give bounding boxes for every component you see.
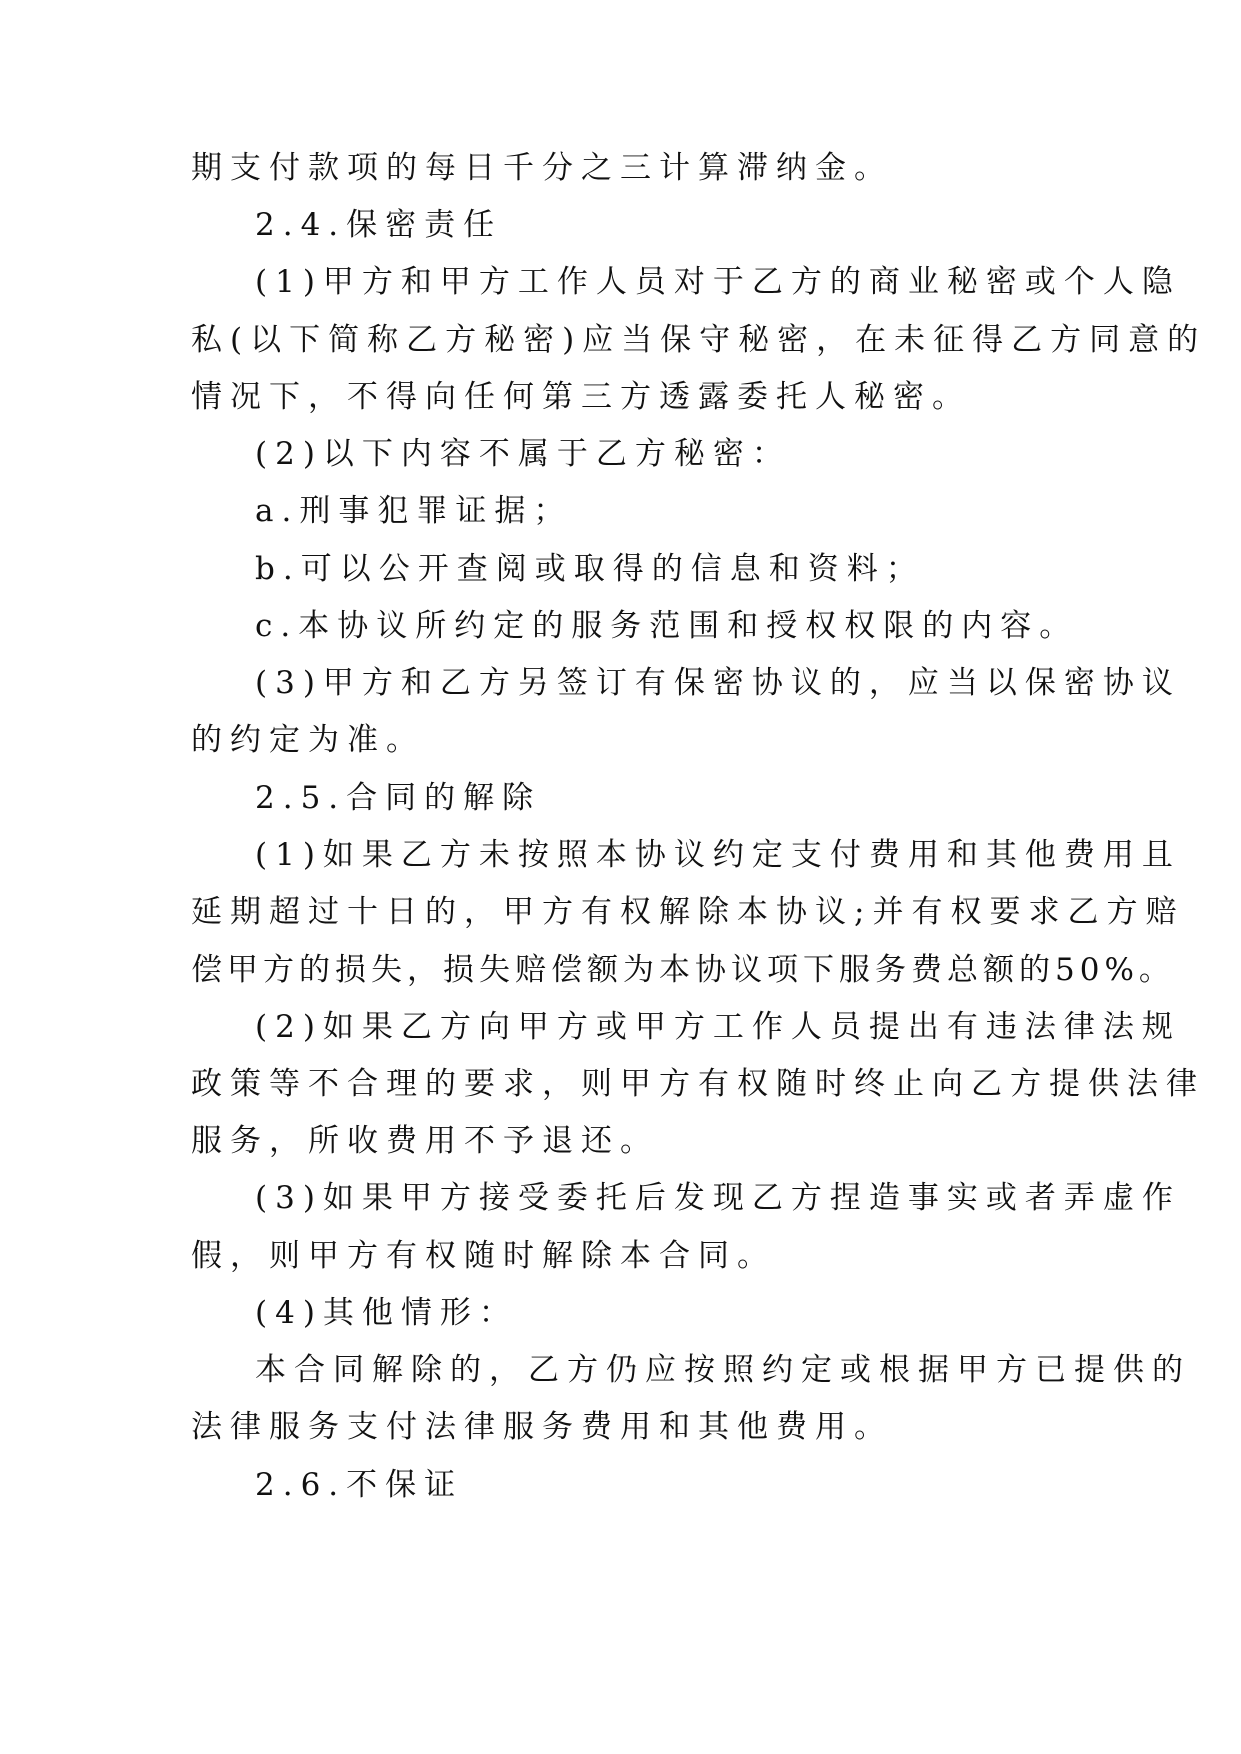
paragraph-line: 私(以下简称乙方秘密)应当保守秘密，在未征得乙方同意的 xyxy=(191,322,1207,358)
paragraph-line: 服务，所收费用不予退还。 xyxy=(191,1123,659,1159)
paragraph-line: (2)如果乙方向甲方或甲方工作人员提出有违法律法规 xyxy=(255,1009,1181,1045)
paragraph-line: 的约定为准。 xyxy=(191,722,425,758)
paragraph-line: (1)甲方和甲方工作人员对于乙方的商业秘密或个人隐 xyxy=(255,264,1181,300)
paragraph-line: (3)如果甲方接受委托后发现乙方捏造事实或者弄虚作 xyxy=(255,1180,1181,1216)
paragraph-line: 期支付款项的每日千分之三计算滞纳金。 xyxy=(191,150,893,186)
paragraph-line: (1)如果乙方未按照本协议约定支付费用和其他费用且 xyxy=(255,837,1181,873)
paragraph-line: 法律服务支付法律服务费用和其他费用。 xyxy=(191,1409,893,1445)
paragraph-line: 情况下，不得向任何第三方透露委托人秘密。 xyxy=(191,379,971,415)
paragraph-line: 偿甲方的损失，损失赔偿额为本协议项下服务费总额的50%。 xyxy=(191,952,1175,988)
list-item: a.刑事犯罪证据； xyxy=(255,493,573,529)
section-heading: 2.5.合同的解除 xyxy=(255,780,542,816)
paragraph-line: 假，则甲方有权随时解除本合同。 xyxy=(191,1238,776,1274)
paragraph-line: (2)以下内容不属于乙方秘密： xyxy=(255,436,791,472)
paragraph-line: (4)其他情形： xyxy=(255,1295,518,1331)
paragraph-line: 延期超过十日的，甲方有权解除本协议;并有权要求乙方赔 xyxy=(191,894,1185,930)
section-heading: 2.4.保密责任 xyxy=(255,207,503,243)
paragraph-line: 本合同解除的，乙方仍应按照约定或根据甲方已提供的 xyxy=(255,1352,1191,1388)
list-item: b.可以公开查阅或取得的信息和资料； xyxy=(255,551,925,587)
section-heading: 2.6.不保证 xyxy=(255,1467,464,1503)
list-item: c.本协议所约定的服务范围和授权权限的内容。 xyxy=(255,608,1079,644)
paragraph-line: 政策等不合理的要求，则甲方有权随时终止向乙方提供法律 xyxy=(191,1066,1205,1102)
paragraph-line: (3)甲方和乙方另签订有保密协议的，应当以保密协议 xyxy=(255,665,1181,701)
